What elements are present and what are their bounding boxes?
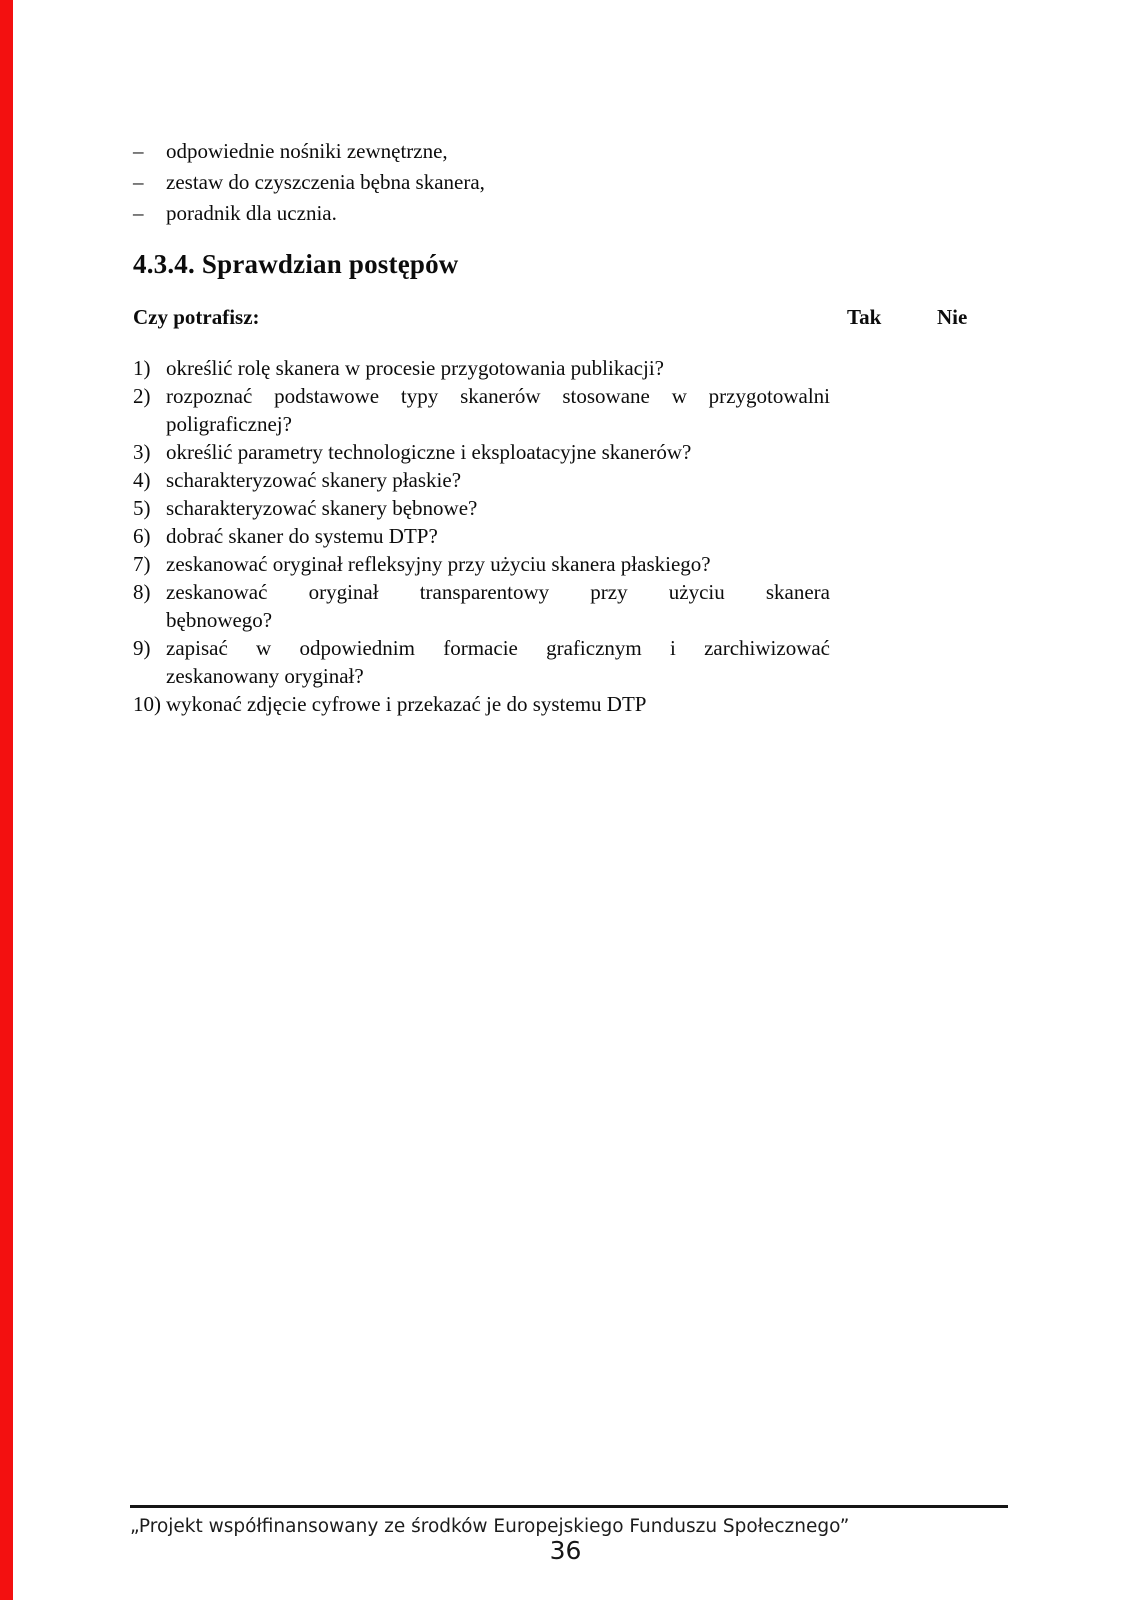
bullet-text: zestaw do czyszczenia bębna skanera, (166, 170, 485, 194)
question-prompt-row (133, 304, 1010, 331)
item-line: określić parametry technologiczne i eksploatacyjne skanerów? (166, 440, 692, 464)
checklist-item (133, 466, 830, 494)
item-line: rozpoznać podstawowe typy skanerów stosowane w przygotowalni (166, 384, 830, 408)
checklist-item (133, 354, 830, 382)
item-number: 9) (133, 636, 151, 660)
item-number: 7) (133, 552, 151, 576)
intro-bullet-list (133, 136, 833, 229)
question-prompt: Czy potrafisz: (133, 305, 260, 329)
bullet-text: odpowiednie nośniki zewnętrzne, (166, 139, 448, 163)
bullet-item (133, 136, 833, 167)
checklist (133, 354, 830, 718)
bullet-item (133, 198, 833, 229)
checklist-item (133, 634, 830, 690)
checklist-item (133, 382, 830, 438)
checklist-item (133, 494, 830, 522)
item-line: scharakteryzować skanery płaskie? (166, 468, 462, 492)
item-number: 6) (133, 524, 151, 548)
bullet-marker: – (133, 170, 144, 194)
checklist-item (133, 522, 830, 550)
funding-note: „Projekt współfinansowany ze środków Europejskiego Funduszu Społecznego” (130, 1516, 850, 1537)
item-number: 5) (133, 496, 151, 520)
item-line: określić rolę skanera w procesie przygotowania publikacji? (166, 356, 664, 380)
item-line: wykonać zdjęcie cyfrowe i przekazać je do systemu DTP (166, 692, 647, 716)
column-header-tak: Tak (847, 305, 882, 329)
item-number: 4) (133, 468, 151, 492)
checklist-item (133, 690, 830, 718)
section-heading: 4.3.4. Sprawdzian postępów (133, 249, 459, 279)
item-number: 1) (133, 356, 151, 380)
footer-divider (130, 1505, 1008, 1508)
bullet-text: poradnik dla ucznia. (166, 201, 337, 225)
checklist-item (133, 578, 830, 634)
item-number: 10) (133, 692, 161, 716)
item-line: poligraficznej? (166, 412, 292, 436)
checklist-item (133, 438, 830, 466)
item-line: zeskanować oryginał transparentowy przy użyciu skanera (166, 580, 830, 604)
item-line: zapisać w odpowiednim formacie graficznym i zarchiwizować (166, 636, 830, 660)
bullet-marker: – (133, 139, 144, 163)
item-number: 2) (133, 384, 151, 408)
bullet-item (133, 167, 833, 198)
checklist-item (133, 550, 830, 578)
item-line: zeskanowany oryginał? (166, 664, 364, 688)
item-line: zeskanować oryginał refleksyjny przy użyciu skanera płaskiego? (166, 552, 711, 576)
item-number: 3) (133, 440, 151, 464)
item-number: 8) (133, 580, 151, 604)
item-line: scharakteryzować skanery bębnowe? (166, 496, 478, 520)
page-number: 36 (549, 1536, 582, 1565)
bullet-marker: – (133, 201, 144, 225)
item-line: dobrać skaner do systemu DTP? (166, 524, 438, 548)
column-header-nie: Nie (937, 305, 968, 329)
item-line: bębnowego? (166, 608, 273, 632)
left-edge-stripe (0, 0, 13, 1600)
